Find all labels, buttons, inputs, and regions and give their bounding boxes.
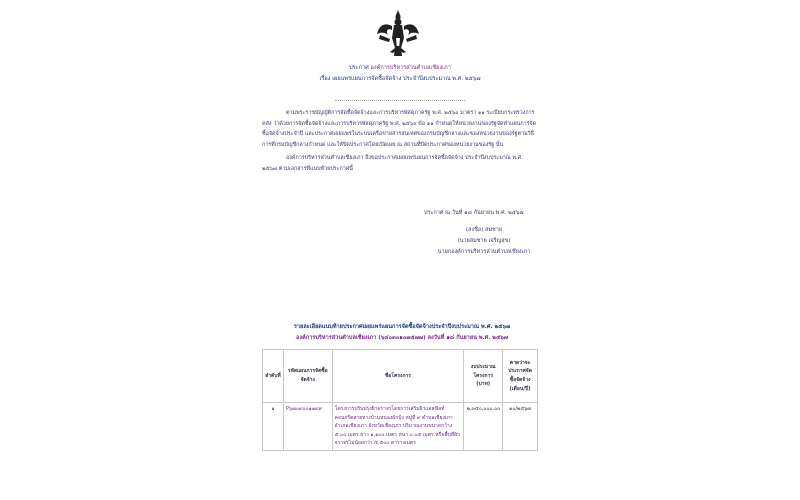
signer-position: นายกองค์การบริหารส่วนตำบลเชียงเภา	[437, 249, 531, 255]
procurement-plan-table	[262, 349, 538, 451]
announcement-subject: เรื่อง เผยแพร่แผนการจัดซื้อจัดจ้าง ประจำปีงบประมาณ พ.ศ. ๒๕๖๗	[319, 76, 481, 82]
announcement-title-line	[230, 63, 570, 74]
attachment-title: รายละเอียดแนบท้ายประกาศเผยแพร่แผนการจัดซื้อจัดจ้างประจำปีงบประมาณ พ.ศ. ๒๕๖๗	[293, 324, 511, 330]
signature-block	[400, 208, 550, 258]
cell-no: ๑	[263, 403, 284, 451]
table-row	[263, 403, 538, 451]
cell-plan-code: P๖๗๐๙๐๐๑๑๙๙	[283, 403, 332, 451]
garuda-emblem-icon	[376, 8, 420, 58]
announcement-prefix: ประกาศ	[349, 65, 369, 71]
col-header-no: ลำดับที่	[263, 350, 284, 403]
body-paragraph-2: องค์การบริหารส่วนตำบลเชียงเภา จึงขอประกาศเผยแพร่แผนการจัดซื้อจัดจ้าง ประจำปีงบประมาณ พ.ศ. ๒๕๖๗ ตามเอกสารที่แนบท้ายประกาศนี้	[262, 155, 523, 172]
attachment-subtitle: องค์การบริหารส่วนตำบลเชียงเภา (๖๔๐๓๐๑๐๗๕๗๗) ลงวันที่ ๑๘ กันยายน พ.ศ. ๒๕๖๗	[296, 335, 508, 341]
header-divider	[335, 100, 465, 101]
signer-name: (นายสมชาย เจริญสุข)	[457, 238, 511, 244]
announcement-header	[230, 63, 570, 85]
col-header-plan-code: รหัสแผนการจัดซื้อจัดจ้าง	[283, 350, 332, 403]
col-header-budget: งบประมาณโครงการ (บาท)	[464, 350, 503, 403]
cell-project-name: โครงการปรับปรุงผิวจราจรโดยการเสริมผิวแอสฟัลท์คอนกรีตสายทางบ้านหนองผักบุ้ง หมู่ที่ ๙ ตำบลเชียงเภา อำเภอเชียงเภา จังหวัดเชียงเภา ปริมาณงานขนาดกว้าง ๕.๐๐ เมตร ยาว ๑,๑๐๐ เมตร หนา ๐.๐๕ เมตร หรือพื้นที่ผิวจราจรไม่น้อยกว่า ๕,๕๐๐ ตารางเมตร	[332, 403, 464, 451]
cell-budget: ๒,๓๕๐,๐๐๐.๐๐	[464, 403, 503, 451]
col-header-month: คาดว่าจะประกาศจัดซื้อจัดจ้าง (เดือน/ปี)	[503, 350, 538, 403]
signature-line: (ลงชื่อ) สมชาย	[465, 227, 503, 233]
cell-month: ๑๐/๒๕๖๗	[503, 403, 538, 451]
organization-name: องค์การบริหารส่วนตำบลเชียงเภา	[370, 65, 451, 71]
table-header-row	[263, 350, 538, 403]
body-paragraph-1: ตามพระราชบัญญัติการจัดซื้อจัดจ้างและการบริหารพัสดุภาครัฐ พ.ศ. ๒๕๖๐ มาตรา ๑๑ ระเบียบกระทรวงการคลัง ว่าด้วยการจัดซื้อจัดจ้างและการบริหารพัสดุภาครัฐ พ.ศ. ๒๕๖๐ ข้อ ๑๑ กำหนดให้หน่วยงานของรัฐจัดทำแผนการจัดซื้อจัดจ้างประจำปี และประกาศเผยแพร่ในระบบเครือข่ายสารสนเทศของกรมบัญชีกลางและของหน่วยงานของรัฐตามวิธีการที่กรมบัญชีกลางกำหนด และให้ปิดประกาศโดยเปิดเผย ณ สถานที่ปิดประกาศของหน่วยงานของรัฐ นั้น	[262, 110, 537, 148]
attachment-heading	[252, 322, 552, 344]
announcement-date: ประกาศ ณ วันที่ ๑๘ กันยายน พ.ศ. ๒๕๖๗	[424, 210, 524, 216]
col-header-project-name: ชื่อโครงการ	[332, 350, 464, 403]
announcement-body	[262, 108, 538, 178]
